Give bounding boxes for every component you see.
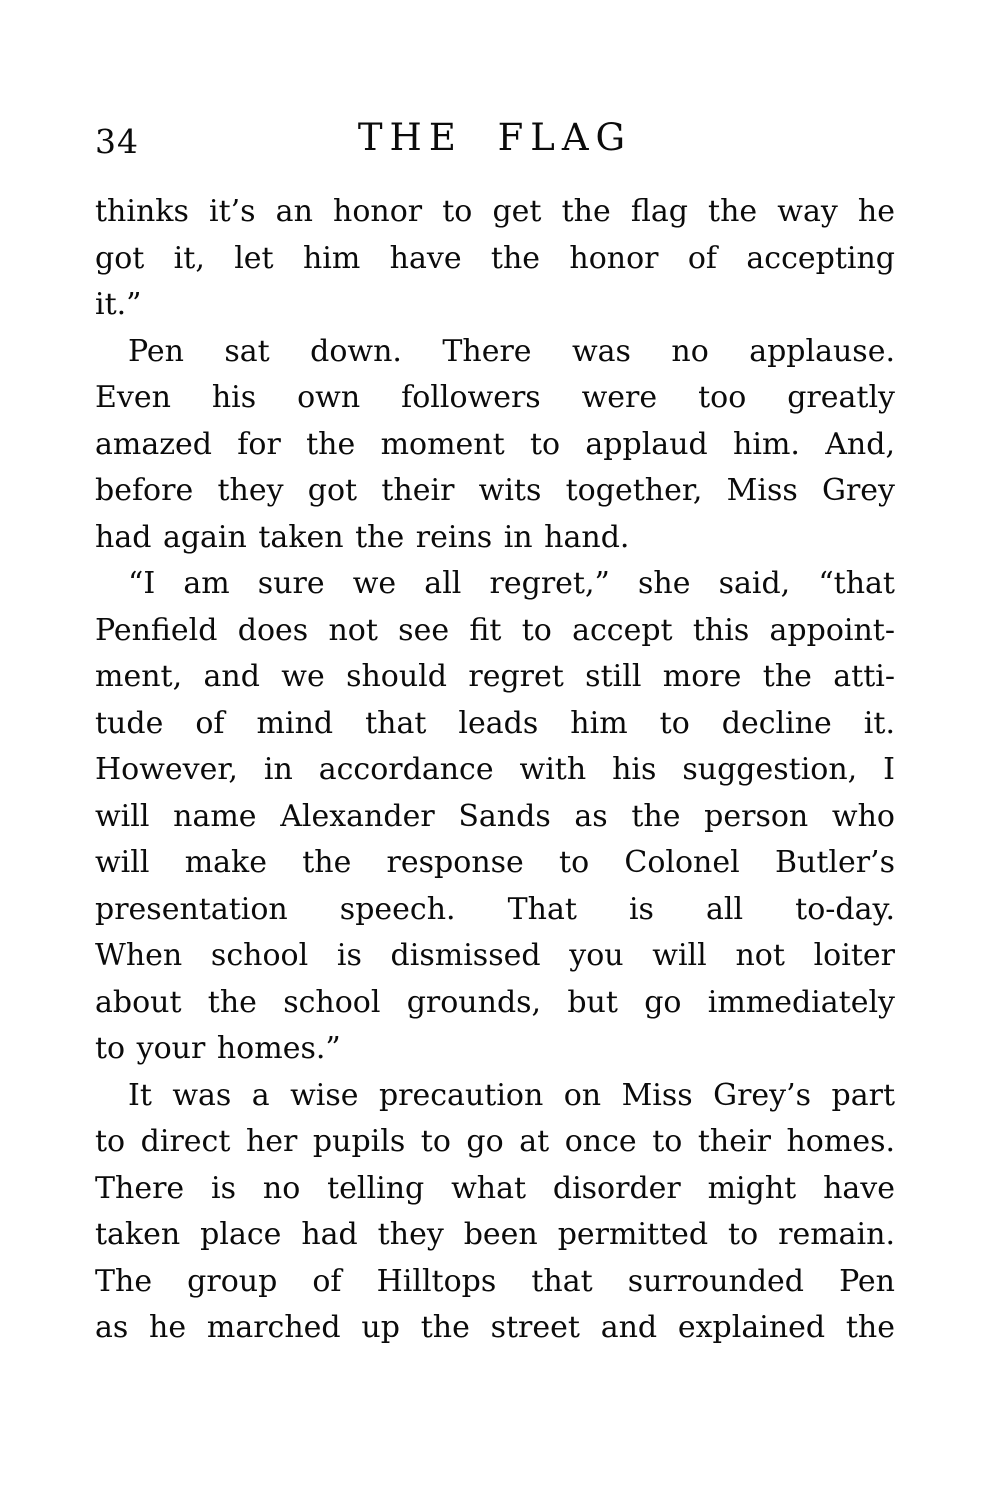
text-line: got it, let him have the honor of accepting — [95, 240, 895, 276]
text-line: ment, and we should regret still more the atti- — [95, 659, 895, 694]
text-line: will make the response to Colonel Butler’s — [95, 845, 895, 880]
text-line: Even his own followers were too greatly — [95, 380, 895, 415]
text-line: it.” — [95, 287, 142, 322]
body-text — [95, 189, 895, 1352]
text-line: “I am sure we all regret,” she said, “that — [128, 566, 895, 601]
text-line: It was a wise precaution on Miss Grey’s part — [128, 1077, 895, 1113]
text-line: However, in accordance with his suggestion, I — [95, 752, 895, 787]
text-line: tude of mind that leads him to decline it. — [95, 705, 895, 741]
text-line: will name Alexander Sands as the person who — [95, 798, 895, 834]
page-number: 34 — [95, 122, 139, 161]
text-line: Pen sat down. There was no applause. — [128, 333, 895, 369]
text-line: Penfield does not see fit to accept this appoint- — [95, 612, 895, 648]
text-line: about the school grounds, but go immediately — [95, 984, 895, 1020]
text-line: There is no telling what disorder might have — [95, 1170, 895, 1206]
text-line: thinks it’s an honor to get the flag the way he — [95, 194, 895, 229]
text-line: presentation speech. That is all to-day. — [95, 891, 895, 927]
text-line: to your homes.” — [95, 1031, 341, 1066]
text-line: The group of Hilltops that surrounded Pen — [95, 1263, 895, 1299]
running-title: THE FLAG — [357, 116, 633, 159]
text-line: amazed for the moment to applaud him. And, — [95, 426, 895, 462]
page-header — [95, 116, 895, 166]
text-line: had again taken the reins in hand. — [95, 519, 630, 555]
text-line: taken place had they been permitted to remain. — [95, 1217, 895, 1252]
text-line: to direct her pupils to go at once to their homes. — [95, 1124, 895, 1159]
text-line: When school is dismissed you will not loiter — [95, 938, 895, 973]
text-line: as he marched up the street and explained the — [95, 1310, 895, 1345]
text-line: before they got their wits together, Miss Grey — [95, 473, 895, 508]
